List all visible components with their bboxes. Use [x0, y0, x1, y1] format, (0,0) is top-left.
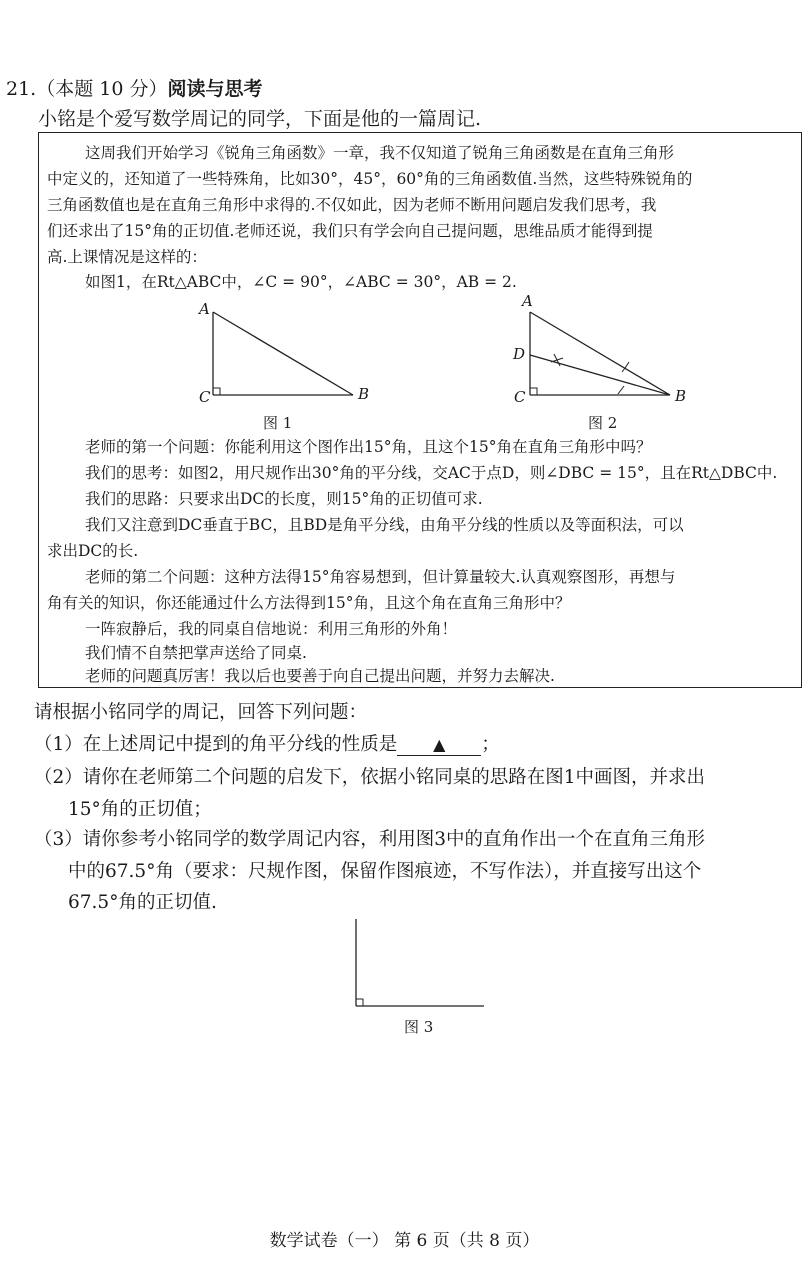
q1-text: （1）在上述周记中提到的角平分线的性质是 [34, 734, 398, 755]
diary-line: 求出DC的长. [47, 542, 139, 560]
figure-1 [197, 300, 369, 406]
diary-line: 中定义的，还知道了一些特殊角，比如30°，45°，60°角的三角函数值.当然，这些特殊锐角的 [47, 170, 693, 188]
q1-answer-blank[interactable] [397, 735, 481, 756]
sub-question-3-line-1: （3）请你参考小铭同学的数学周记内容，利用图3中的直角作出一个在直角三角形 [34, 829, 706, 850]
page-footer: 数学试卷（一） 第 6 页（共 8 页） [269, 1231, 540, 1251]
fig2-arc-lower [618, 386, 624, 394]
figure-2-caption: 图 2 [588, 414, 618, 432]
diary-line: 我们的思路：只要求出DC的长度，则15°角的正切值可求. [85, 490, 483, 508]
fig3-right-angle-mark [356, 999, 363, 1006]
question-intro: 小铭是个爱写数学周记的同学，下面是他的一篇周记. [38, 108, 482, 130]
diary-line: 如图1，在Rt△ABC中，∠C = 90°，∠ABC = 30°，AB = 2. [85, 273, 517, 291]
diary-line: 高.上课情况是这样的： [47, 248, 207, 266]
diary-line: 三角函数值也是在直角三角形中求得的.不仅如此，因为老师不断用问题启发我们思考，我 [47, 196, 657, 214]
diary-line: 老师的第二个问题：这种方法得15°角容易想到，但计算量较大.认真观察图形，再想与 [85, 568, 676, 586]
figure-2 [512, 292, 686, 406]
figure-3-caption: 图 3 [404, 1018, 434, 1036]
diary-line: 我们又注意到DC垂直于BC，且BD是角平分线，由角平分线的性质以及等面积法，可以 [85, 516, 684, 534]
diary-line: 角有关的知识，你还能通过什么方法得到15°角，且这个角在直角三角形中？ [47, 594, 571, 612]
q1-triangle-marker: ▲ [433, 735, 446, 754]
sub-question-2-line-1: （2）请你在老师第二个问题的启发下，依据小铭同桌的思路在图1中画图，并求出 [34, 767, 706, 788]
fig2-hypotenuse-ab [530, 312, 670, 395]
answer-prompt: 请根据小铭同学的周记，回答下列问题： [34, 702, 368, 723]
diary-line: 这周我们开始学习《锐角三角函数》一章，我不仅知道了锐角三角函数是在直角三角形 [85, 144, 675, 162]
fig1-hypotenuse-ab [213, 312, 353, 395]
fig1-right-angle-mark [213, 388, 220, 395]
question-title: 阅读与思考 [167, 78, 263, 100]
question-number: 21. [6, 78, 37, 100]
fig2-bisector-bd [530, 355, 670, 395]
sub-question-3-line-2: 中的67.5°角（要求：尺规作图，保留作图痕迹，不写作法），并直接写出这个 [68, 861, 702, 882]
fig1-label-c: C [199, 388, 211, 406]
fig2-right-angle-mark [530, 388, 537, 395]
fig2-label-b: B [675, 387, 687, 405]
diary-line: 老师的第一个问题：你能利用这个图作出15°角，且这个15°角在直角三角形中吗？ [85, 438, 652, 456]
sub-question-1 [34, 730, 500, 756]
figure-1-caption: 图 1 [263, 414, 293, 432]
diary-line: 我们的思考：如图2，用尺规作出30°角的平分线，交AC于点D，则∠DBC = 15°，且在Rt△DBC中. [85, 464, 778, 482]
fig1-label-b: B [358, 385, 370, 403]
q1-end: ； [481, 734, 500, 755]
diary-line: 我们情不自禁把掌声送给了同桌. [85, 644, 307, 662]
sub-question-3-line-3: 67.5°角的正切值. [68, 892, 217, 913]
diary-line: 一阵寂静后，我的同桌自信地说：利用三角形的外角！ [85, 620, 458, 638]
diary-line: 们还求出了15°角的正切值.老师还说，我们只有学会向自己提问题，思维品质才能得到提 [47, 222, 653, 240]
diary-line: 老师的问题真厉害！我以后也要善于向自己提出问题，并努力去解决. [85, 667, 555, 685]
fig2-label-d: D [513, 345, 526, 363]
fig2-label-a: A [522, 292, 533, 310]
question-score: （本题 10 分） [36, 78, 168, 100]
sub-question-2-line-2: 15°角的正切值； [68, 799, 212, 820]
fig1-label-a: A [199, 300, 210, 318]
figure-3 [356, 919, 484, 1006]
fig2-label-c: C [514, 388, 526, 406]
